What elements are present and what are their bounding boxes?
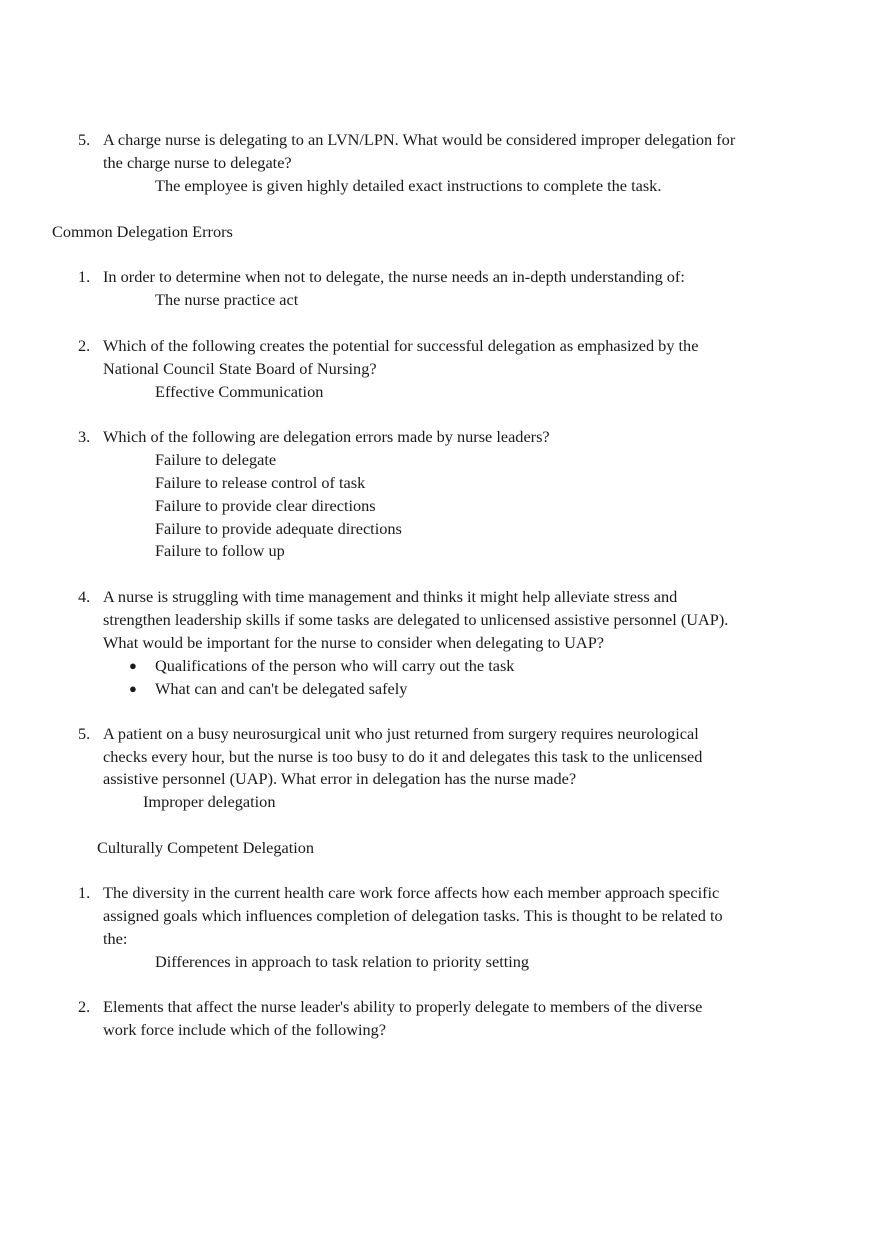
answer-text: Failure to follow up bbox=[155, 541, 285, 560]
question-text: the charge nurse to delegate? bbox=[103, 153, 292, 172]
question-text: assistive personnel (UAP). What error in delegation has the nurse made? bbox=[103, 769, 577, 788]
question-text: Elements that affect the nurse leader's ability to properly delegate to members of the diverse bbox=[103, 997, 703, 1016]
question-text: checks every hour, but the nurse is too busy to do it and delegates this task to the unlicensed bbox=[103, 747, 703, 766]
bullet-icon: ● bbox=[129, 681, 137, 696]
question-number: 5. bbox=[78, 724, 91, 743]
question-text: A charge nurse is delegating to an LVN/LPN. What would be considered improper delegation for bbox=[103, 130, 736, 149]
question-number: 4. bbox=[78, 587, 91, 606]
question-number: 1. bbox=[78, 267, 91, 286]
answer-text: Improper delegation bbox=[143, 792, 276, 811]
question-text: The diversity in the current health care work force affects how each member approach specific bbox=[103, 883, 720, 902]
answer-text: Failure to delegate bbox=[155, 450, 277, 469]
answer-text: The employee is given highly detailed exact instructions to complete the task. bbox=[155, 176, 662, 195]
question-text: assigned goals which influences completion of delegation tasks. This is thought to be related to bbox=[103, 906, 723, 925]
question-text: work force include which of the following? bbox=[103, 1020, 387, 1039]
question-text: the: bbox=[103, 929, 128, 948]
question-number: 1. bbox=[78, 883, 91, 902]
question-text: In order to determine when not to delegate, the nurse needs an in-depth understanding of: bbox=[103, 267, 685, 286]
answer-text: Differences in approach to task relation to priority setting bbox=[155, 952, 530, 971]
section-heading-cultural: Culturally Competent Delegation bbox=[97, 838, 315, 857]
answer-text: Failure to provide adequate directions bbox=[155, 519, 402, 538]
bullet-icon: ● bbox=[129, 658, 137, 673]
question-number: 5. bbox=[78, 130, 91, 149]
answer-text: Failure to provide clear directions bbox=[155, 496, 376, 515]
question-number: 2. bbox=[78, 336, 91, 355]
question-number: 2. bbox=[78, 997, 91, 1016]
bullet-text: What can and can't be delegated safely bbox=[155, 679, 408, 698]
answer-text: Effective Communication bbox=[155, 382, 324, 401]
question-text: National Council State Board of Nursing? bbox=[103, 359, 377, 378]
question-text: Which of the following creates the potential for successful delegation as emphasized by the bbox=[103, 336, 699, 355]
question-text: What would be important for the nurse to consider when delegating to UAP? bbox=[103, 633, 604, 652]
question-text: A patient on a busy neurosurgical unit who just returned from surgery requires neurological bbox=[103, 724, 699, 743]
answer-text: Failure to release control of task bbox=[155, 473, 366, 492]
question-number: 3. bbox=[78, 427, 91, 446]
question-text: strengthen leadership skills if some tasks are delegated to unlicensed assistive personnel (UAP). bbox=[103, 610, 729, 629]
bullet-text: Qualifications of the person who will carry out the task bbox=[155, 656, 515, 675]
answer-text: The nurse practice act bbox=[155, 290, 299, 309]
question-text: Which of the following are delegation errors made by nurse leaders? bbox=[103, 427, 550, 446]
section-heading-common-errors: Common Delegation Errors bbox=[52, 222, 233, 241]
question-text: A nurse is struggling with time management and thinks it might help alleviate stress and bbox=[103, 587, 678, 606]
